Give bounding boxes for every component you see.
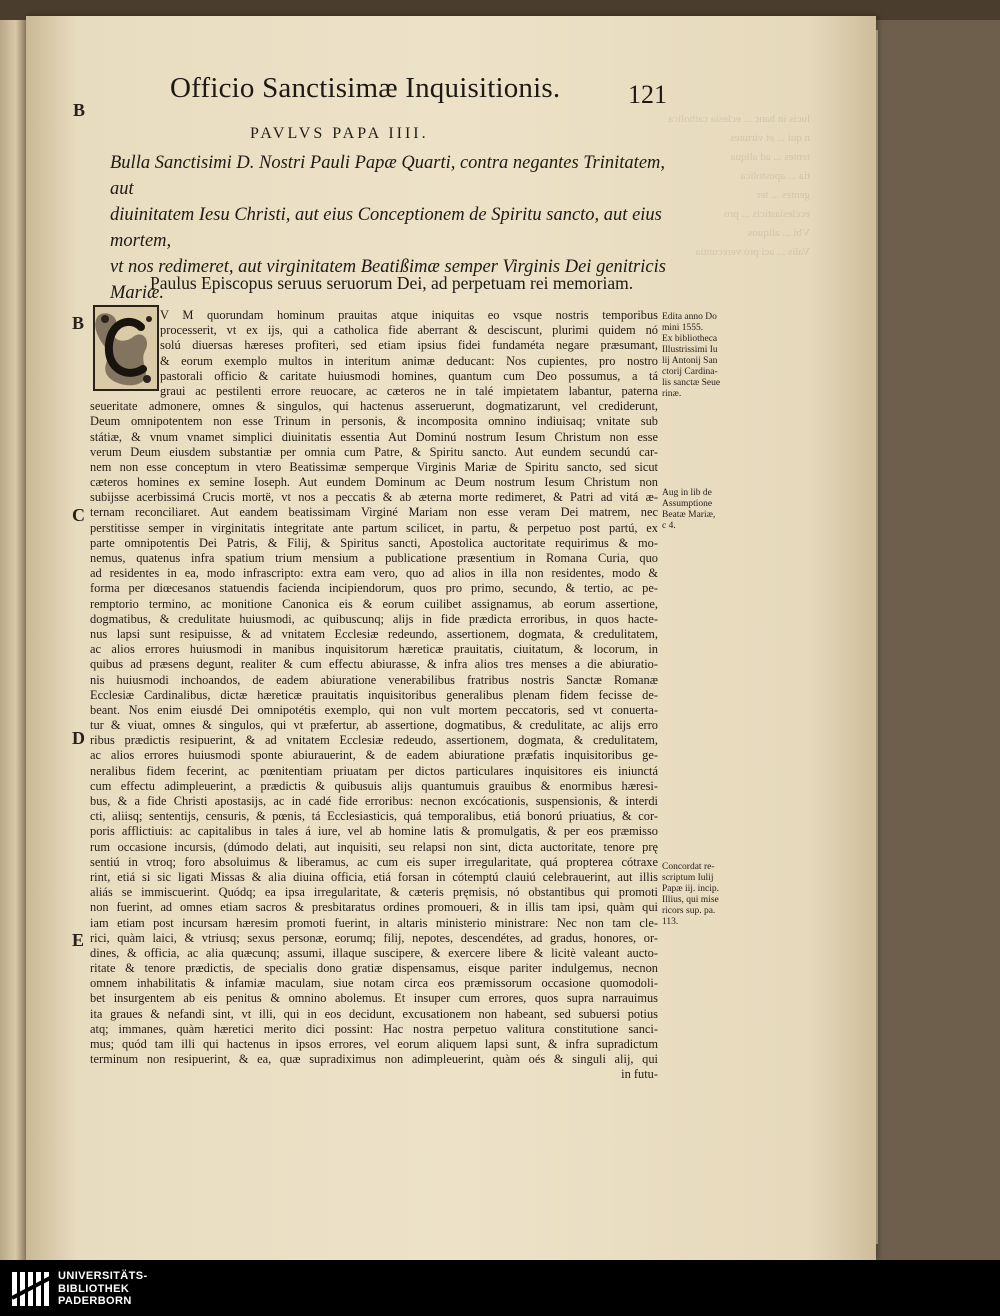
body-text-line: ita graues & nefandi sint, vt illi, qui in eos decidunt, excusationem non habeant, sed subuersi potius (90, 1006, 658, 1021)
body-text-line: Ecclesiæ Cardinalibus, dictæ hæreticæ prauitatis inquisitoribus generalibus plenam fidem fecisse de- (90, 687, 658, 702)
bulla-title-line: Bulla Sanctisimi D. Nostri Pauli Papæ Quarti, contra negantes Trinitatem, aut (110, 153, 666, 199)
body-text-line: terminum non resipuerint, & ea, quæ supradiximus non adimpleuerint, quàm oés & singuli alij, qui (90, 1052, 658, 1067)
body-text-line: státiæ, & vnum vnamet simplici diuinitatis essentia Aut Dominú nostrum Iesum Christum non esse (90, 429, 658, 444)
side-note-line: scriptum Iulij (662, 873, 714, 883)
body-text-line: non fuerint, ad omnes etiam sacros & presbitaratus ordines promoueri, & in illis tam ipsi, quàm qui (90, 900, 658, 915)
body-text-line: ritate & tenore prædictis, de specialis dono gratiæ dispensamus, eisque pariter indulgemus, necnon (90, 961, 658, 976)
body-text-line: pastorali officio & caritate huiusmodi homines, quantum cum Deo possumus, a tá (160, 368, 658, 383)
running-header (170, 72, 670, 112)
body-text-line: sentiú in vtroq; foro absoluimus & liberamus, ac cum eis super irregularitate, quá propterea cótraxe (90, 854, 658, 869)
body-text-line: nem non esse conceptum in vtero Beatissimæ semperque Virginis Mariæ de Spiritu sancto, sed sicut (90, 459, 658, 474)
body-text-line: nis huiusmodi inchoandos, de eadem abiuratione venerabilibus fratribus nostris Sanctæ Romanæ (90, 672, 658, 687)
body-text-line: parte omnipotentis Dei Patris, & Filij, & Spiritus sancti, Apostolica auctoritate requirimus & mo- (90, 535, 658, 550)
running-title: Officio Sanctisimæ Inquisitionis. (170, 72, 561, 104)
body-text-line: tur & viuat, omnes & singulos, qui vt præfertur, ab assertione, dogmatibus, & credulitate, ac alijs erro (90, 718, 658, 733)
side-note-line: c 4. (662, 521, 676, 531)
library-name (58, 1270, 148, 1308)
body-text-line: bus, & a fide Christi apostasijs, ac in cadé fide erroribus: necnon excócationis, suspensionis, & interdi (90, 794, 658, 808)
body-text-line: quibus ad præsens degunt, realiter & cum effectu abiurasse, & infra alios tres menses a die abiuratio- (90, 657, 658, 672)
body-text-line: verum Deum eiusdem substantiæ per omnia cum Patre, & Spiritu sancto. Aut eundem secundú car- (90, 444, 658, 459)
body-text-line: dines, & officia, ac alia quæcunq; assumi, illaque suscipere, & exercere libere & licitè valeant aucto- (90, 945, 658, 960)
margin-letter-d: D (72, 728, 85, 748)
body-text-line: seueritate admonere, omnes & singulos, qui hactenus asseruerunt, dogmatizarunt, vel crediderunt, (90, 399, 658, 414)
body-text-line: bet insurgentem ab eis penitus & omnino abolemus. Et insuper cum errores, quos supra narrauimus (90, 991, 658, 1006)
bulla-title-line: vt nos redimeret, aut virginitatem Beatißimæ semper Virginis Dei genitricis (110, 257, 666, 277)
body-text-line: & eorum exemplo multos in interitum animæ deducant: Nos cupientes, pro nostro (160, 353, 658, 368)
side-note-line: Illius, qui mise (662, 895, 719, 905)
side-note-line: Edita anno Do (662, 312, 717, 322)
side-note-edita (662, 312, 742, 400)
body-text-line: cæteros homines ex semine Ioseph. Aut eundem Dominum ac Deum nostrum Iesum Christum non (90, 475, 658, 490)
body-text-line: rici, quàm laici, & vtriusq; sexus personæ, eorumq; filij, nepotes, descendétes, ad gradus, honores, or- (90, 930, 658, 945)
side-note-line: Assumptione (662, 499, 713, 509)
body-text-line: dogmatibus, & credulitate huiusmodi, ac quibuscunq; alijs in fide prædicta erroribus, in quos hacte- (90, 611, 658, 626)
body-text-line: processerit, vt ex ijs, qui a catholica fide aberrant & desciscunt, plurimi quidem nó (160, 323, 658, 338)
margin-letter-b: B (72, 313, 85, 333)
body-text-line: rint, etiá si sic ligati Missas & alia diuina officia, etiá forsan in cótemptú clauiú celebrauerint, aut illis (90, 869, 658, 884)
bulla-title-line: diuinitatem Iesu Christi, aut eius Conceptionem de Spiritu sancto, aut eius mortem, (110, 205, 662, 251)
library-logo-icon (10, 1268, 52, 1310)
body-text-line: cti, aliisq; sententijs, censuris, & pœnis, tá Ecclesiasticis, quá temporalibus, etiá bonorú priuatius, & cor- (90, 809, 658, 824)
left-page-edge (0, 20, 26, 1260)
body-text-line: solú diuersas hæreses profiteri, sed etiam ipsius fidei fundaméta negare præsumant, (160, 338, 658, 353)
body-text-line: graui ac pestilenti errore reuocare, ac cæteros ne in talé impietatem labantur, paterna (160, 383, 658, 398)
library-name-line: PADERBORN (58, 1295, 132, 1307)
side-note-line: rinæ. (662, 389, 682, 399)
body-text-line: rum occasione incursis, (dúmodo delati, aut inquisiti, seu relapsi non sint, dicta auctoritate, tenore prę (90, 839, 658, 854)
body-text-line: cum effectu adimpleuerint, a prædictis & quibusuis alijs quantumuis grauibus & enormibus hæresi- (90, 778, 658, 793)
margin-letter-c: C (72, 505, 85, 525)
body-text-line: poris afflictiuis: ac capitalibus in tales á iure, vel ab homine latis & promulgatis, & per eos præmisso (90, 824, 658, 839)
body-text-line: neralibus fidem fecerint, ac pœnitentiam priuatam per dictos particulares inquisitores eis iniunctá (90, 763, 658, 778)
side-note-line: ricors sup. pa. (662, 906, 716, 916)
body-text-line: Deum omnipotentem non esse Trinum in personis, & incomposita omnino indiuisaq; vnitate sub (90, 414, 658, 429)
side-note-line: ctorij Cardina- (662, 367, 718, 377)
body-text-line: in futu- (621, 1067, 658, 1082)
margin-letter-e: E (72, 930, 85, 950)
side-note-concordat (662, 862, 742, 928)
side-note-line: Concordat re- (662, 862, 715, 872)
body-text-line: nemus, quatenus infra spatium trium mensium a publicatione præsentium in Romana Curia, quo (90, 551, 658, 565)
body-text (90, 308, 658, 1128)
bleed-through-text: lucis in hanc ... eclesia catholica n qui ... et virtutes tentes ... ad aliqua tia ... apostolica gentes ... ter ecclesiasticis ... pro Vbi ... aliquos Valis ... aci pro verecuntia (668, 113, 810, 258)
side-note-line: lij Antonij San (662, 356, 718, 366)
body-text-line: ribus prædictis resipuerint, & ad vnitatem Ecclesiæ redeudo, assertionem, dogmata, & credulitatem, (90, 733, 658, 748)
side-note-augustinus (662, 488, 742, 532)
side-note-line: Ex bibliotheca (662, 334, 718, 344)
margin-letter-b-top: B (73, 100, 86, 120)
body-text-line: nus lapsi sunt resipuisse, & ad vnitatem Ecclesiæ redeundo, assertionem, dogmata, & credulitatem, (90, 626, 658, 641)
page-number: 121 (628, 80, 667, 109)
body-text-line: iam etiam post incursam hæresim promoti fuerint, in altaris ministerio ministrare: Nec non tam cle- (90, 915, 658, 930)
side-note-line: Papæ iij. incip. (662, 884, 719, 894)
body-text-line: omnem inhabilitatis & infamiæ maculam, siue notam circa eos præmissorum occasione quomodoli- (90, 976, 658, 991)
body-text-line: V M quorundam hominum prauitas atque iniquitas eo vsque nostris temporibus (160, 308, 658, 322)
body-text-line: mus; quód tam illi qui hactenus in ipsos errores, vel eorum aliquem lapsi sunt, & infra supradictum (90, 1037, 658, 1051)
body-text-line: remptorio termino, ac monitione Canonica eis & eorum cuilibet assignamus, ab eorum assertione, (90, 596, 658, 611)
body-text-line: aliás se immiscuerint. Quódq; ea ipsa irregularitate, & cæteris pręmisis, nó obstantibus qui promoti (90, 885, 658, 900)
library-footer-bar (0, 1260, 1000, 1316)
body-text-line: subijsse acerbissimá Crucis mortë, vt nos a peccatis & ab æterna morte redimeret, & Patri ad vitá æ- (90, 490, 658, 505)
body-text-line: ad residentes in ea, modo infrascripto: extra eam vero, quo ad alios in illa non residentes, modo & (90, 566, 658, 581)
body-text-line: atq; immanes, quàm hæretici merito dici possint: Hac nostra perpetuo valitura constitutione sanci- (90, 1021, 658, 1036)
library-name-line: BIBLIOTHEK (58, 1282, 130, 1295)
salutation: Paulus Episcopus seruus seruorum Dei, ad perpetuam rei memoriam. (150, 273, 634, 293)
body-text-line: forma per diœcesanos statuendis facienda incipiendorum, quos pro primo, secundo, & tertio, ac pe- (90, 581, 658, 596)
side-note-line: mini 1555. (662, 323, 704, 333)
side-note-line: Beatæ Mariæ, (662, 510, 716, 520)
side-note-line: 113. (662, 917, 679, 927)
body-text-line: beant. Nos enim eiusdé Dei omnipotétis exemplo, qui non vult mortem peccatoris, sed vt conuerta- (90, 702, 658, 717)
body-text-line: ac alios errores huiusmodi sponte abiurauerint, & de eadem abiuratione præfatis inquisitoribus ge- (90, 748, 658, 763)
side-note-line: Illustrissimi Iu (662, 345, 718, 355)
side-note-line: Aug in lib de (662, 488, 712, 498)
body-text-line: ac alios errores huiusmodi in manibus inquisitorum hæreticæ prauitatis, ciuitatum, & locorum, in (90, 642, 658, 657)
side-note-line: lis sanctæ Seue (662, 378, 721, 388)
section-heading: PAVLVS PAPA IIII. (250, 125, 429, 142)
body-text-line: ternam reconciliaret. Aut eandem beatissimam Virginé Mariam non esse veram Dei matrem, nec (90, 505, 658, 520)
library-name-line: UNIVERSITÄTS- (58, 1270, 148, 1282)
bulla-title-line: Mariæ. (110, 283, 164, 303)
body-text-line: perstitisse semper in virginitatis integritate ante partum scilicet, in partu, & perpetuo post partú, ex (90, 520, 658, 535)
